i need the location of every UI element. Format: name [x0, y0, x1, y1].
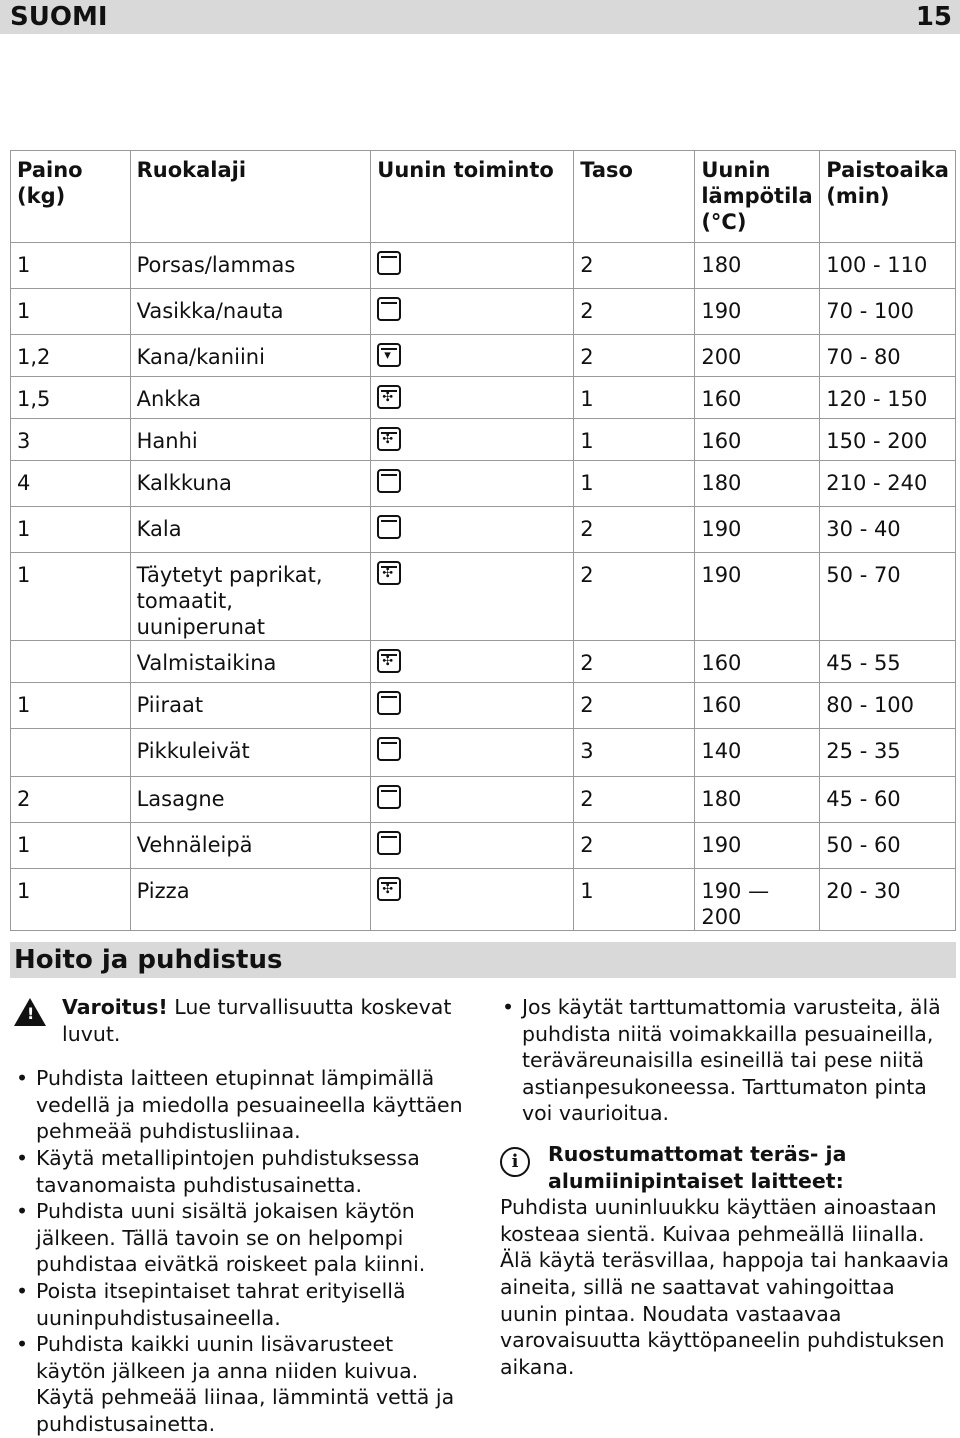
temperature-cell: 190 — 200: [695, 869, 820, 931]
table-row: [11, 419, 956, 461]
time-cell: 45 - 55: [820, 641, 956, 683]
level-cell: 1: [574, 377, 695, 419]
fan-icon: [377, 877, 401, 901]
list-item: • Puhdista laitteen etupinnat lämpimällä vedellä ja miedolla pesuaineella käyttäen pehmeää puhdistusliinaa.: [14, 1065, 464, 1145]
table-row: [11, 507, 956, 553]
conventional-icon: [377, 737, 401, 761]
table-header-row: [11, 151, 956, 243]
weight-cell: 1: [11, 823, 131, 869]
temperature-cell: 160: [695, 377, 820, 419]
fan-icon: [377, 427, 401, 451]
level-cell: 2: [574, 553, 695, 641]
level-cell: 2: [574, 641, 695, 683]
function-cell: [371, 823, 574, 869]
time-cell: 20 - 30: [820, 869, 956, 931]
temperature-cell: 140: [695, 729, 820, 777]
temperature-cell: 190: [695, 553, 820, 641]
dish-cell: Kana/kaniini: [130, 335, 371, 377]
column-header-dish: Ruokalaji: [130, 151, 371, 243]
table-row: [11, 461, 956, 507]
care-bullet-list: [14, 1065, 464, 1437]
language-label: SUOMI: [10, 2, 108, 32]
function-cell: [371, 243, 574, 289]
weight-cell: 1,5: [11, 377, 131, 419]
dish-cell: Pikkuleivät: [130, 729, 371, 777]
time-cell: 30 - 40: [820, 507, 956, 553]
temperature-cell: 160: [695, 419, 820, 461]
table-row: [11, 823, 956, 869]
conventional-icon: [377, 691, 401, 715]
list-item: • Puhdista kaikki uunin lisävarusteet käytön jälkeen ja anna niiden kuivua. Käytä pehmeää liinaa, lämmintä vettä ja puhdistusainetta.: [14, 1331, 464, 1437]
warning-note: [14, 994, 464, 1047]
level-cell: 2: [574, 335, 695, 377]
column-header-function: Uunin toiminto: [371, 151, 574, 243]
function-cell: [371, 869, 574, 931]
dish-cell: Täytetyt paprikat, tomaatit, uuniperunat: [130, 553, 371, 641]
time-cell: 50 - 70: [820, 553, 956, 641]
conventional-icon: [377, 469, 401, 493]
level-cell: 1: [574, 419, 695, 461]
table-row: [11, 777, 956, 823]
function-cell: [371, 461, 574, 507]
weight-cell: 1: [11, 507, 131, 553]
weight-cell: [11, 641, 131, 683]
list-item: • Puhdista uuni sisältä jokaisen käytön jälkeen. Tällä tavoin se on helpompi puhdistaa eivätkä roiskeet pala kiinni.: [14, 1198, 464, 1278]
care-left-column: [14, 994, 464, 1438]
conventional-icon: [377, 785, 401, 809]
info-note-text: Puhdista uuninluukku käyttäen ainoastaan kosteaa sientä. Kuivaa pehmeällä liinalla. Älä käytä teräsvillaa, happoja tai hankaavia aineita, sillä ne saattavat vahingoittaa uunin pintaa. Noudata vastaavaa varovaisuutta käyttöpaneelin puhdistuksen aikana.: [500, 1195, 950, 1379]
level-cell: 1: [574, 461, 695, 507]
dish-cell: Hanhi: [130, 419, 371, 461]
table-row: [11, 289, 956, 335]
level-cell: 2: [574, 683, 695, 729]
list-item: • Jos käytät tarttumattomia varusteita, älä puhdista niitä voimakkailla pesuaineilla, teräväreunaisilla esineillä tai pese niitä astianpesukoneessa. Tarttumaton pinta voi vaurioitua.: [500, 994, 952, 1127]
time-cell: 45 - 60: [820, 777, 956, 823]
weight-cell: 1: [11, 243, 131, 289]
temperature-cell: 200: [695, 335, 820, 377]
page-header: [0, 0, 960, 34]
time-cell: 50 - 60: [820, 823, 956, 869]
time-cell: 150 - 200: [820, 419, 956, 461]
level-cell: 2: [574, 777, 695, 823]
column-header-temperature: Uunin lämpötila (°C): [695, 151, 820, 243]
fan-icon: [377, 561, 401, 585]
table-row: [11, 683, 956, 729]
info-note-title: [500, 1141, 952, 1194]
dish-cell: Pizza: [130, 869, 371, 931]
weight-cell: 1: [11, 869, 131, 931]
time-cell: 70 - 80: [820, 335, 956, 377]
weight-cell: 1,2: [11, 335, 131, 377]
level-cell: 2: [574, 243, 695, 289]
info-icon: i: [500, 1147, 530, 1177]
function-cell: [371, 377, 574, 419]
dish-cell: Ankka: [130, 377, 371, 419]
info-note-title-text: Ruostumattomat teräs- ja alumiinipintaiset laitteet:: [548, 1141, 847, 1193]
time-cell: 120 - 150: [820, 377, 956, 419]
table-row: [11, 243, 956, 289]
weight-cell: 1: [11, 289, 131, 335]
level-cell: 3: [574, 729, 695, 777]
fan-icon: [377, 385, 401, 409]
function-cell: [371, 553, 574, 641]
temperature-cell: 180: [695, 461, 820, 507]
column-header-time: Paistoaika (min): [820, 151, 956, 243]
temperature-cell: 180: [695, 777, 820, 823]
level-cell: 2: [574, 507, 695, 553]
function-cell: [371, 729, 574, 777]
warning-label: Varoitus!: [62, 995, 168, 1019]
list-item: • Käytä metallipintojen puhdistuksessa tavanomaista puhdistusainetta.: [14, 1145, 464, 1198]
level-cell: 2: [574, 289, 695, 335]
temperature-cell: 160: [695, 641, 820, 683]
function-cell: [371, 641, 574, 683]
list-item: • Poista itsepintaiset tahrat erityisellä uuninpuhdistusaineella.: [14, 1278, 464, 1331]
dish-cell: Lasagne: [130, 777, 371, 823]
weight-cell: 2: [11, 777, 131, 823]
dish-cell: Vasikka/nauta: [130, 289, 371, 335]
warning-icon: [14, 998, 46, 1026]
time-cell: 210 - 240: [820, 461, 956, 507]
function-cell: [371, 507, 574, 553]
temperature-cell: 190: [695, 507, 820, 553]
table-row: [11, 335, 956, 377]
dish-cell: Piiraat: [130, 683, 371, 729]
weight-cell: 1: [11, 683, 131, 729]
table-row: [11, 869, 956, 931]
function-cell: [371, 289, 574, 335]
grill-icon: [377, 343, 401, 367]
table-row: [11, 641, 956, 683]
weight-cell: 1: [11, 553, 131, 641]
column-header-weight: Paino (kg): [11, 151, 131, 243]
temperature-cell: 160: [695, 683, 820, 729]
level-cell: 1: [574, 869, 695, 931]
dish-cell: Vehnäleipä: [130, 823, 371, 869]
function-cell: [371, 419, 574, 461]
conventional-icon: [377, 831, 401, 855]
temperature-cell: 190: [695, 823, 820, 869]
warning-text: Lue turvallisuutta koskevat luvut.: [62, 995, 452, 1046]
time-cell: 80 - 100: [820, 683, 956, 729]
weight-cell: [11, 729, 131, 777]
function-cell: [371, 683, 574, 729]
dish-cell: Valmistaikina: [130, 641, 371, 683]
dish-cell: Kalkkuna: [130, 461, 371, 507]
time-cell: 100 - 110: [820, 243, 956, 289]
function-cell: [371, 335, 574, 377]
weight-cell: 4: [11, 461, 131, 507]
table-body: [11, 243, 956, 931]
fan-icon: [377, 649, 401, 673]
level-cell: 2: [574, 823, 695, 869]
roasting-table: [10, 150, 956, 931]
time-cell: 25 - 35: [820, 729, 956, 777]
care-right-column: [500, 994, 952, 1380]
weight-cell: 3: [11, 419, 131, 461]
conventional-icon: [377, 251, 401, 275]
conventional-icon: [377, 297, 401, 321]
table-row: [11, 377, 956, 419]
time-cell: 70 - 100: [820, 289, 956, 335]
dish-cell: Kala: [130, 507, 371, 553]
table-row: [11, 729, 956, 777]
conventional-icon: [377, 515, 401, 539]
table-row: [11, 553, 956, 641]
dish-cell: Porsas/lammas: [130, 243, 371, 289]
column-header-level: Taso: [574, 151, 695, 243]
section-title: Hoito ja puhdistus: [10, 942, 956, 978]
temperature-cell: 190: [695, 289, 820, 335]
function-cell: [371, 777, 574, 823]
temperature-cell: 180: [695, 243, 820, 289]
page-number: 15: [915, 2, 952, 32]
care-right-list: [500, 994, 952, 1127]
